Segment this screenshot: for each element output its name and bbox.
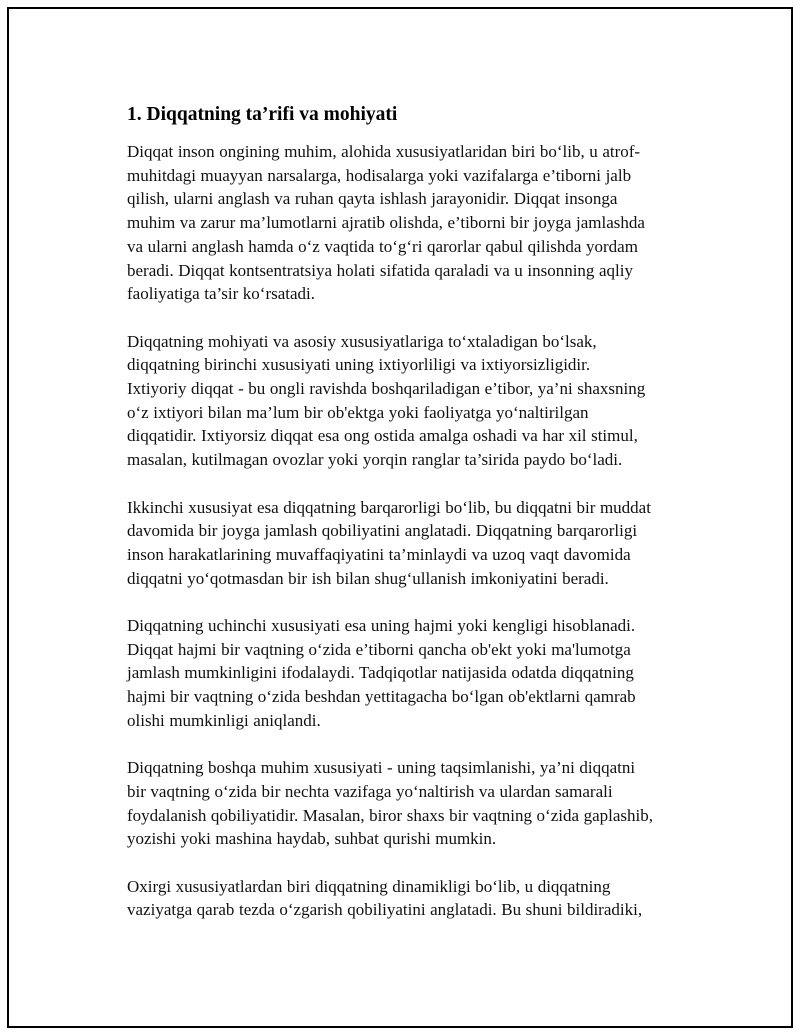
text-line: muhitdagi muayyan narsalarga, hodisalarga yoki vazifalarga e’tiborni jalb	[127, 165, 632, 185]
text-line: diqqatidir. Ixtiyorsiz diqqat esa ong ostida amalga oshadi va har xil stimul,	[127, 426, 638, 446]
text-line: jamlash mumkinligini ifodalaydi. Tadqiqotlar natijasida odatda diqqatning	[127, 663, 634, 683]
text-line: yozishi yoki mashina haydab, suhbat qurishi mumkin.	[127, 829, 497, 849]
text-line: bir vaqtning o‘zida bir nechta vazifaga yo‘naltirish va ulardan samarali	[127, 781, 613, 801]
text-line: Ikkinchi xususiyat esa diqqatning barqarorligi bo‘lib, bu diqqatni bir muddat	[127, 497, 651, 517]
paragraph-stability	[127, 496, 707, 591]
text-line: masalan, kutilmagan ovozlar yoki yorqin ranglar ta’sirida paydo bo‘ladi.	[127, 450, 623, 470]
text-line: Diqqat hajmi bir vaqtning o‘zida e’tiborni qancha ob'ekt yoki ma'lumotga	[127, 639, 631, 659]
text-line: foydalanish qobiliyatidir. Masalan, biror shaxs bir vaqtning o‘zida gaplashib,	[127, 805, 653, 825]
text-line: muhim va zarur ma’lumotlarni ajratib olishda, e’tiborni bir joyga jamlashda	[127, 213, 645, 233]
text-line: faoliyatiga ta’sir ko‘rsatadi.	[127, 284, 316, 304]
page-border	[7, 7, 793, 1028]
text-line: o‘z ixtiyori bilan ma’lum bir ob'ektga yoki faoliyatga yo‘naltirilgan	[127, 402, 589, 422]
paragraph-volume	[127, 614, 707, 733]
paragraph-distribution	[127, 756, 707, 851]
text-line: beradi. Diqqat kontsentratsiya holati sifatida qaraladi va u insonning aqliy	[127, 260, 633, 280]
text-line: Oxirgi xususiyatlardan biri diqqatning dinamikligi bo‘lib, u diqqatning	[127, 876, 611, 896]
section-heading: 1. Diqqatning ta’rifi va mohiyati	[127, 104, 398, 125]
text-line: inson harakatlarining muvaffaqiyatini ta’minlaydi va uzoq vaqt davomida	[127, 544, 631, 564]
text-line: qilish, ularni anglash va ruhan qayta ishlash jarayonidir. Diqqat insonga	[127, 189, 618, 209]
document-body	[127, 103, 707, 946]
paragraph-definition	[127, 140, 707, 306]
paragraph-dynamics	[127, 875, 707, 922]
text-line: Diqqatning mohiyati va asosiy xususiyatlariga to‘xtaladigan bo‘lsak,	[127, 331, 597, 351]
text-line: Diqqat inson ongining muhim, alohida xususiyatlaridan biri bo‘lib, u atrof-	[127, 142, 641, 161]
text-line: Diqqatning uchinchi xususiyati esa uning hajmi yoki kengligi hisoblanadi.	[127, 616, 636, 636]
text-line: Ixtiyoriy diqqat - bu ongli ravishda boshqariladigan e’tibor, ya’ni shaxsning	[127, 379, 646, 399]
text-line: vaziyatga qarab tezda o‘zgarish qobiliyatini anglatadi. Bu shuni bildiradiki,	[127, 900, 643, 920]
text-line: va ularni anglash hamda o‘z vaqtida to‘g‘ri qarorlar qabul qilishda yordam	[127, 236, 638, 256]
text-line: Diqqatning boshqa muhim xususiyati - uning taqsimlanishi, ya’ni diqqatni	[127, 758, 636, 778]
text-line: diqqatning birinchi xususiyati uning ixtiyorliligi va ixtiyorsizligidir.	[127, 355, 591, 375]
paragraph-voluntariness	[127, 330, 707, 472]
text-line: olishi mumkinligi aniqlandi.	[127, 710, 321, 730]
text-line: davomida bir joyga jamlash qobiliyatini anglatadi. Diqqatning barqarorligi	[127, 521, 638, 541]
text-line: diqqatni yo‘qotmasdan bir ish bilan shug‘ullanish imkoniyatini beradi.	[127, 568, 609, 588]
text-line: hajmi bir vaqtning o‘zida beshdan yettitagacha bo‘lgan ob'ektlarni qamrab	[127, 687, 636, 707]
